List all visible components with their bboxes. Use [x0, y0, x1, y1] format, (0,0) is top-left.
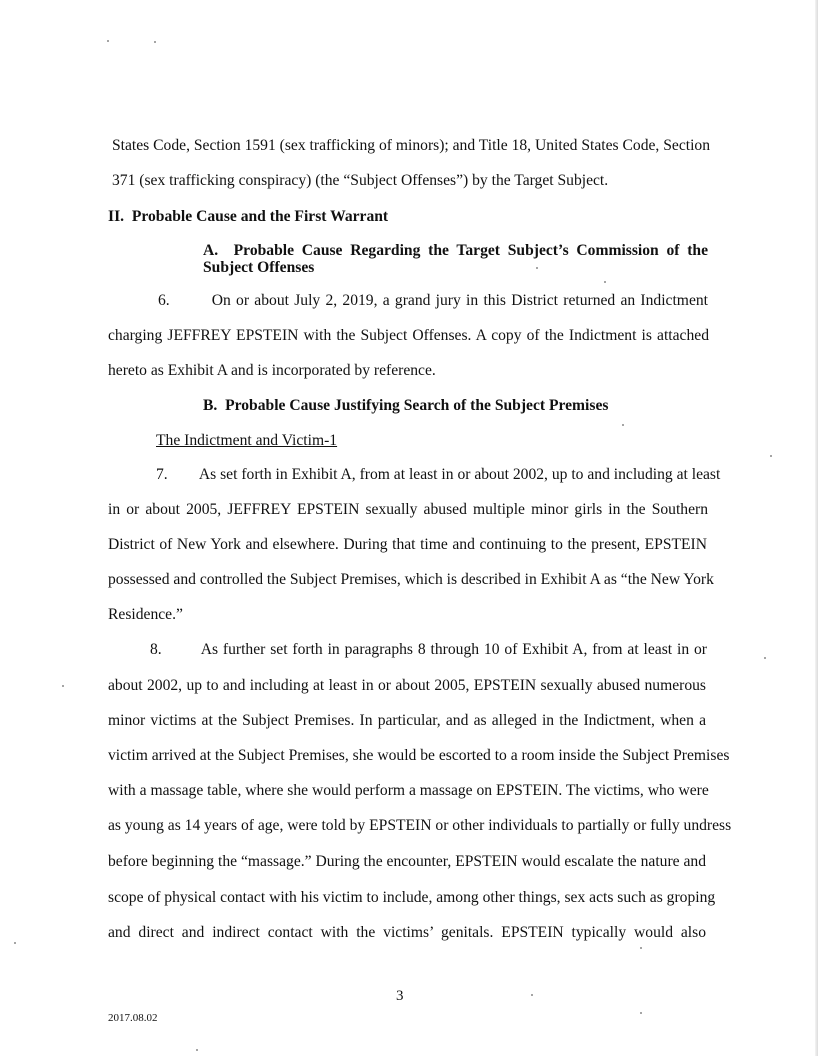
paragraph-8-line-7: before beginning the “massage.” During the encounter, EPSTEIN would escalate the nature and: [108, 853, 706, 870]
paragraph-8-line-4: victim arrived at the Subject Premises, she would be escorted to a room inside the Subject Premises: [108, 747, 730, 764]
paragraph-7-line-3: District of New York and elsewhere. During that time and continuing to the present, EPSTEIN: [108, 536, 707, 553]
scan-artifact: [196, 1049, 198, 1051]
scan-artifact: [62, 685, 64, 687]
paragraph-6-line-1: 6. On or about July 2, 2019, a grand jury in this District returned an Indictment: [158, 292, 708, 309]
paragraph-8-line-5: with a massage table, where she would perform a massage on EPSTEIN. The victims, who were: [108, 782, 709, 799]
paragraph-5-line-1: States Code, Section 1591 (sex trafficking of minors); and Title 18, United States Code, Section: [112, 137, 710, 154]
paragraph-7-line-2: in or about 2005, JEFFREY EPSTEIN sexually abused multiple minor girls in the Southern: [108, 501, 708, 518]
paragraph-6-line-3: hereto as Exhibit A and is incorporated by reference.: [108, 362, 436, 379]
subheading-B: B. Probable Cause Justifying Search of the Subject Premises: [203, 397, 609, 414]
subheading-victim-1: The Indictment and Victim-1: [156, 432, 338, 449]
paragraph-8-line-1: 8. As further set forth in paragraphs 8 through 10 of Exhibit A, from at least in or: [150, 641, 707, 658]
scan-artifact: [154, 41, 156, 43]
paragraph-8-line-9: and direct and indirect contact with the victims’ genitals. EPSTEIN typically would also: [108, 924, 706, 941]
paragraph-8-line-3: minor victims at the Subject Premises. In particular, and as alleged in the Indictment, when a: [108, 712, 706, 729]
subheading-A-line-1: A. Probable Cause Regarding the Target Subject’s Commission of the: [203, 242, 708, 259]
paragraph-8-line-6: as young as 14 years of age, were told by EPSTEIN or other individuals to partially or fully undress: [108, 817, 732, 834]
section-heading-II: II. Probable Cause and the First Warrant: [108, 208, 389, 225]
subheading-A-line-2: Subject Offenses: [203, 259, 315, 276]
paragraph-7-line-4: possessed and controlled the Subject Premises, which is described in Exhibit A as “the New York: [108, 571, 714, 588]
scan-artifact: [640, 947, 642, 949]
scan-artifact: [531, 994, 533, 996]
scan-artifact: [107, 40, 109, 42]
paragraph-7-line-1: 7. As set forth in Exhibit A, from at least in or about 2002, up to and including at least: [156, 466, 721, 483]
scan-artifact: [536, 267, 538, 269]
paragraph-8-line-8: scope of physical contact with his victim to include, among other things, sex acts such as groping: [108, 889, 716, 906]
scan-artifact: [640, 1012, 642, 1014]
paragraph-5-line-2: 371 (sex trafficking conspiracy) (the “Subject Offenses”) by the Target Subject.: [112, 172, 609, 189]
scan-artifact: [604, 281, 606, 283]
scan-artifact: [764, 657, 766, 659]
scan-artifact: [14, 942, 16, 944]
paragraph-7-line-5: Residence.”: [108, 606, 183, 623]
scan-artifact: [622, 424, 624, 426]
scan-artifact: [770, 455, 772, 457]
paragraph-6-line-2: charging JEFFREY EPSTEIN with the Subject Offenses. A copy of the Indictment is attached: [108, 327, 709, 344]
footer-code: 2017.08.02: [108, 1012, 158, 1024]
paragraph-8-line-2: about 2002, up to and including at least in or about 2005, EPSTEIN sexually abused numerous: [108, 677, 706, 694]
page-number: 3: [396, 988, 404, 1004]
